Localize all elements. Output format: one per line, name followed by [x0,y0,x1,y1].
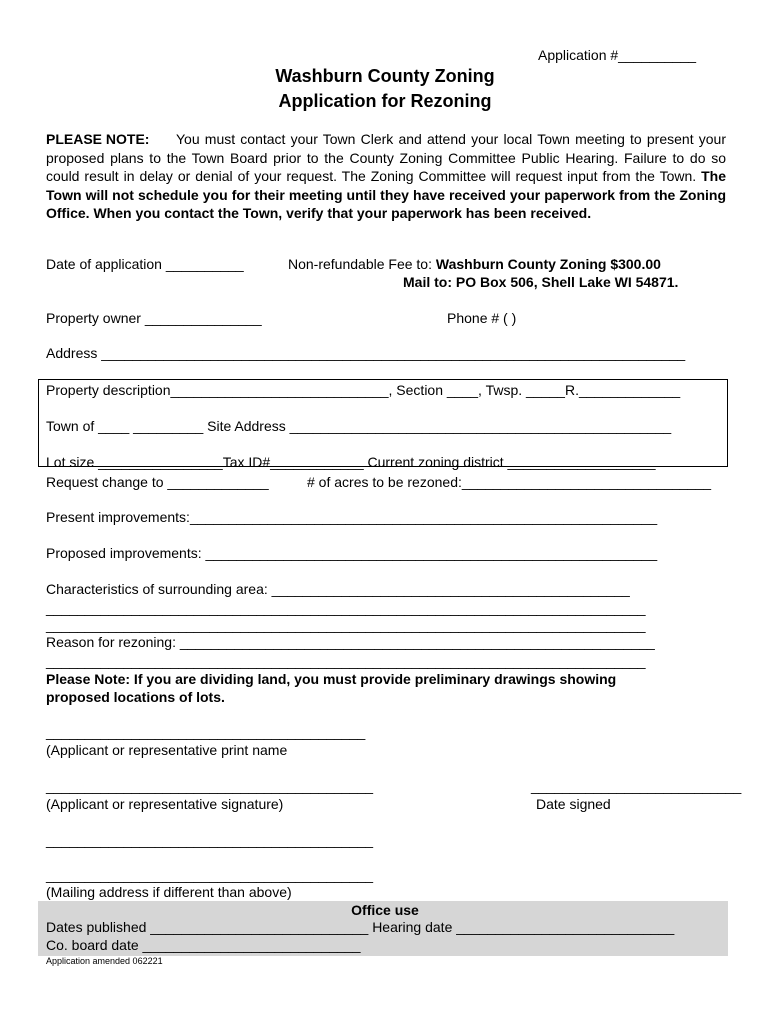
dividing-land-note: Please Note: If you are dividing land, you must provide preliminary drawings showing [46,671,617,687]
co-board-date-label: Co. board date [46,937,139,953]
reason-blank-line[interactable]: _____________________________________________________________________________ [46,653,646,669]
property-description-label: Property description [46,382,171,398]
surrounding-area-blank-line[interactable]: _____________________________________________________________________________ [46,600,646,616]
mailing-address-line[interactable]: __________________________________________ [46,867,374,883]
town-site-address-field[interactable]: Town of ____ _________ Site Address _________________________________________________ [46,418,672,434]
phone-field[interactable]: Phone # ( ) [447,310,517,326]
surrounding-area-blank-line[interactable]: _____________________________________________________________________________ [46,617,646,633]
office-use-heading: Office use [351,902,419,918]
date-of-application-field[interactable]: Date of application __________ [46,256,244,272]
please-note-text: You must contact your Town Clerk and attend your local Town meeting to present your proposed plans to the Town Board prior to the County Zoning Committee Public Hearing. Failure to do so could result in delay or denial of your request. The Zoning Committee will request input from the Town. [46,131,726,184]
date-signed-line[interactable]: ___________________________ [531,778,742,794]
print-name-label: (Applicant or representative print name [46,742,288,758]
page-subtitle: Application for Rezoning [278,91,492,111]
present-improvements-field[interactable]: Present improvements:____________________________________________________________ [46,509,658,525]
fee-value: Washburn County Zoning $300.00 [435,256,661,272]
signature-line[interactable]: __________________________________________ [46,778,374,794]
please-note-paragraph [46,130,726,223]
surrounding-area-field[interactable]: Characteristics of surrounding area: ______________________________________________ [46,581,630,597]
dividing-land-note-cont: proposed locations of lots. [46,689,225,705]
mailing-address-label: (Mailing address if different than above) [46,884,292,900]
fee-line [288,256,661,272]
mailing-address-line[interactable]: __________________________________________ [46,832,374,848]
property-description-field[interactable] [46,382,680,398]
lot-size-taxid-zoning-field[interactable]: Lot size ________________Tax ID#____________ Current zoning district ___________________ [46,454,656,470]
date-signed-label: Date signed [536,796,611,812]
co-board-date [46,937,361,953]
mail-to-address: Mail to: PO Box 506, Shell Lake WI 54871. [403,274,679,290]
section-twsp-range-fields[interactable]: , Section ____, Twsp. _____R._____________ [388,382,681,398]
reason-for-rezoning-field[interactable]: Reason for rezoning: _____________________________________________________________ [46,634,655,650]
application-number: Application #__________ [538,47,697,63]
request-change-field[interactable]: Request change to _____________ [46,474,269,490]
print-name-line[interactable]: _________________________________________ [46,724,366,740]
please-note-label: PLEASE NOTE: [46,131,150,147]
fee-label: Non-refundable Fee to: [288,256,432,272]
page-title: Washburn County Zoning [275,66,495,86]
co-board-date-blank: ____________________________ [142,937,361,953]
address-field[interactable]: Address ___________________________________________________________________________ [46,345,686,361]
proposed-improvements-field[interactable]: Proposed improvements: __________________________________________________________ [46,545,658,561]
property-owner-field[interactable]: Property owner _______________ [46,310,262,326]
signature-label: (Applicant or representative signature) [46,796,284,812]
property-description-blank[interactable]: ____________________________ [170,382,389,398]
please-note-bold-text: The Town will not schedule you for their meeting until they have received your paperwork from the Zoning Office. When you contact the Town, verify that your paperwork has been received. [46,168,727,221]
acres-rezoned-field[interactable]: # of acres to be rezoned:________________________________ [307,474,712,490]
dates-published-hearing-date: Dates published ____________________________ Hearing date ____________________________ [46,919,675,935]
amended-footer: Application amended 062221 [46,956,163,966]
